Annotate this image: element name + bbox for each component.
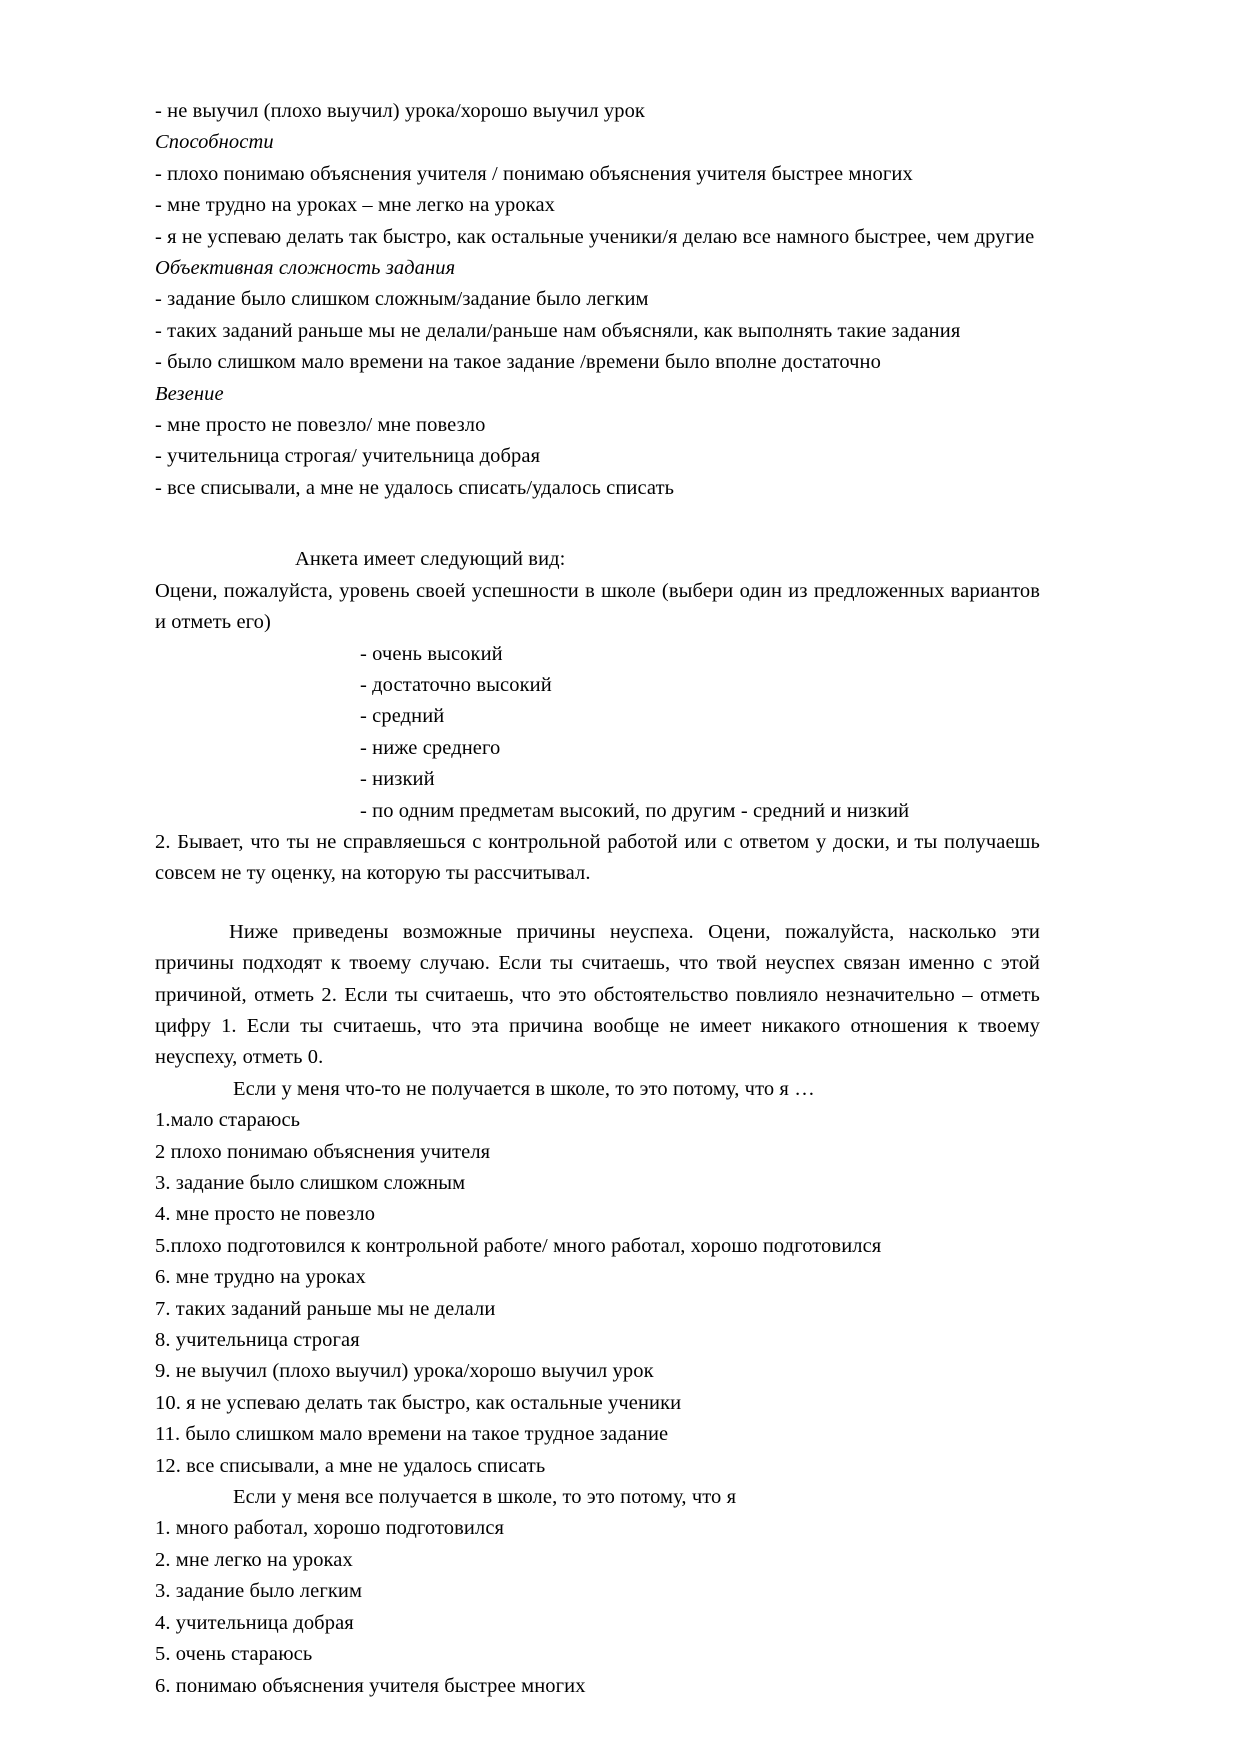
page-content	[155, 96, 1040, 1702]
spacer	[155, 504, 1040, 544]
criteria-item: - мне трудно на уроках – мне легко на уроках	[155, 194, 556, 217]
rating-instruction: Ниже приведены возможные причины неуспеха. Оцени, пожалуйста, насколько эти причины подходят к твоему случаю. Если ты считаешь, что твой неуспех связан именно с этой причиной, отметь 2. Если ты считаешь, что это обстоятельство повлияло незначительно – отметь цифру 1. Если ты считаешь, что эта причина вообще не имеет никакого отношения к твоему неуспеху, отметь 0.	[155, 920, 1040, 1069]
section-heading-task-difficulty: Объективная сложность задания	[155, 257, 456, 280]
failure-item: 7. таких заданий раньше мы не делали	[155, 1297, 496, 1320]
criteria-item: - плохо понимаю объяснения учителя / понимаю объяснения учителя быстрее многих	[155, 162, 913, 185]
success-item: 3. задание было легким	[155, 1580, 363, 1603]
criteria-item: - таких заданий раньше мы не делали/раньше нам объясняли, как выполнять такие задания	[155, 319, 961, 342]
failure-item: 11. было слишком мало времени на такое трудное задание	[155, 1423, 669, 1446]
failure-item: 9. не выучил (плохо выучил) урока/хорошо выучил урок	[155, 1360, 654, 1383]
failure-item: 2 плохо понимаю объяснения учителя	[155, 1140, 491, 1163]
failure-block-lead: Если у меня что-то не получается в школе, то это потому, что я …	[233, 1077, 815, 1100]
criteria-item: - я не успеваю делать так быстро, как остальные ученики/я делаю все намного быстрее, чем другие	[155, 225, 1035, 248]
failure-item: 8. учительница строгая	[155, 1329, 360, 1352]
success-item: 1. много работал, хорошо подготовился	[155, 1517, 505, 1540]
section-heading-abilities: Способности	[155, 131, 274, 154]
criteria-trailing-item: - не выучил (плохо выучил) урока/хорошо выучил урок	[155, 100, 645, 122]
question-1-option: - по одним предметам высокий, по другим - средний и низкий	[360, 799, 910, 822]
failure-item: 10. я не успеваю делать так быстро, как остальные ученики	[155, 1391, 682, 1414]
question-1-option: - средний	[360, 705, 445, 728]
question-1-text: Оцени, пожалуйста, уровень своей успешности в школе (выбери один из предложенных вариантов и отметь его)	[155, 579, 1040, 634]
criteria-item: - задание было слишком сложным/задание было легким	[155, 288, 649, 311]
failure-item: 5.плохо подготовился к контрольной работе/ много работал, хорошо подготовился	[155, 1234, 882, 1257]
failure-item: 3. задание было слишком сложным	[155, 1172, 466, 1194]
success-item: 5. очень стараюсь	[155, 1643, 313, 1666]
questionnaire-intro-title: Анкета имеет следующий вид:	[295, 548, 566, 571]
success-item: 2. мне легко на уроках	[155, 1548, 353, 1571]
criteria-item: - было слишком мало времени на такое задание /времени было вполне достаточно	[155, 351, 881, 374]
question-1-option: - очень высокий	[360, 642, 503, 665]
success-item: 4. учительница добрая	[155, 1611, 354, 1634]
success-item: 6. понимаю объяснения учителя быстрее многих	[155, 1674, 586, 1697]
question-2-text: 2. Бывает, что ты не справляешься с контрольной работой или с ответом у доски, и ты получаешь совсем не ту оценку, на которую ты рассчитывал.	[155, 830, 1040, 885]
criteria-item: - учительница строгая/ учительница добрая	[155, 445, 541, 468]
question-1-option: - низкий	[360, 768, 435, 791]
failure-item: 1.мало стараюсь	[155, 1109, 301, 1132]
criteria-item: - мне просто не повезло/ мне повезло	[155, 414, 486, 437]
question-1-option: - ниже среднего	[360, 736, 501, 759]
success-block-lead: Если у меня все получается в школе, то это потому, что я	[233, 1486, 737, 1509]
failure-item: 6. мне трудно на уроках	[155, 1266, 366, 1289]
spacer	[155, 890, 1040, 917]
question-1-option: - достаточно высокий	[360, 673, 552, 696]
criteria-item: - все списывали, а мне не удалось списать/удалось списать	[155, 476, 675, 499]
failure-item: 12. все списывали, а мне не удалось списать	[155, 1454, 546, 1477]
failure-item: 4. мне просто не повезло	[155, 1203, 376, 1226]
section-heading-luck: Везение	[155, 382, 224, 405]
